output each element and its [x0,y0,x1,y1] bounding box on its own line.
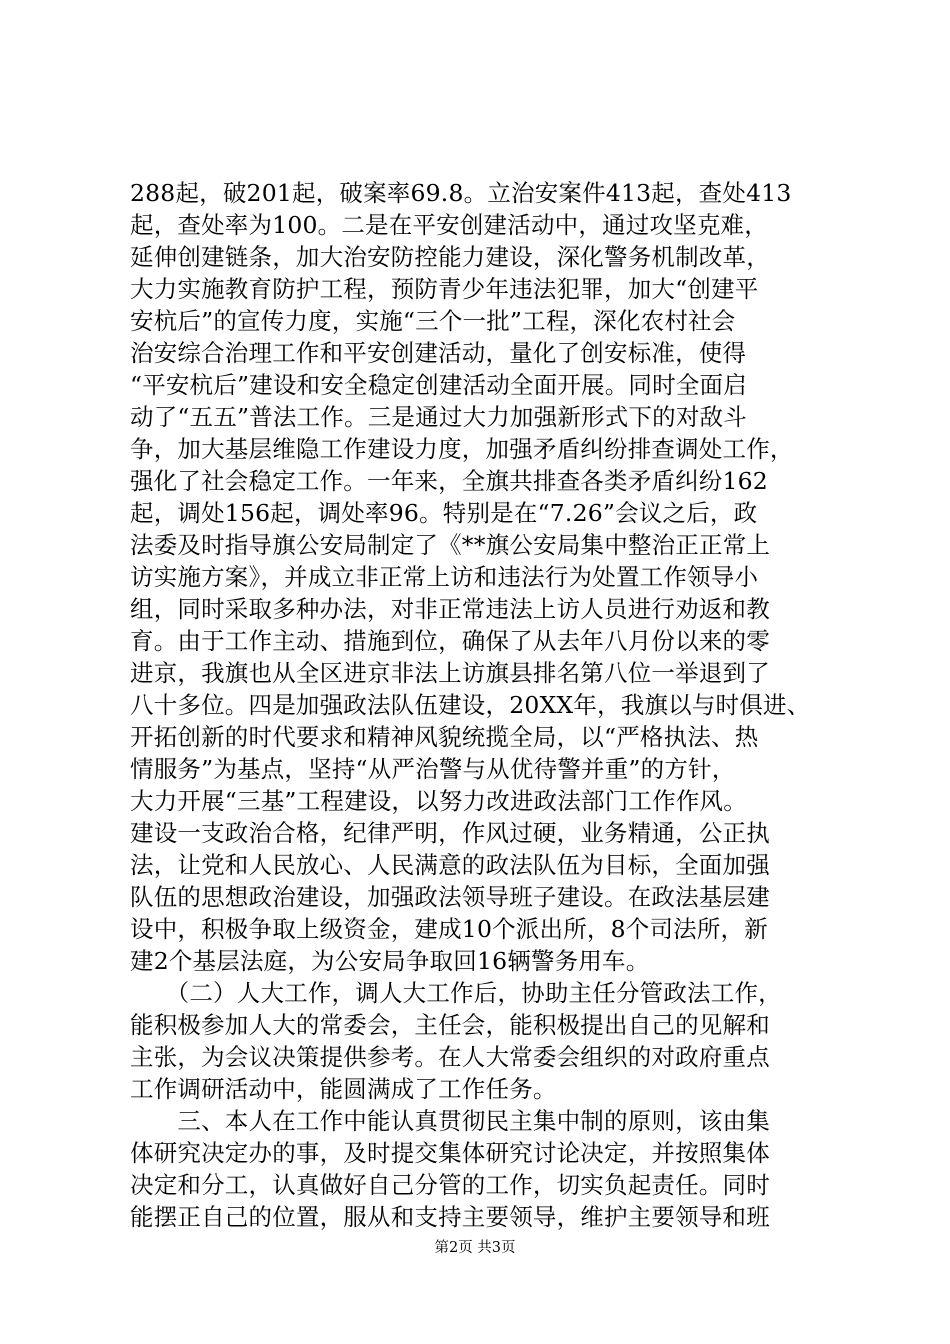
text-line: 大力开展“三基”工程建设，以努力改进政法部门工作作风。 [130,787,747,815]
text-line: 治安综合治理工作和平安创建活动，量化了创安标准，使得 [130,339,747,367]
text-line: 安杭后”的宣传力度，实施“三个一批”工程，深化农村社会 [130,307,736,335]
text-line: 情服务”为基点，坚持“从严治警与从优待警并重”的方针， [130,755,736,783]
text-line: 工作调研活动中，能圆满成了工作任务。 [130,1075,557,1103]
text-line: 决定和分工，认真做好自己分管的工作，切实负起责任。同时 [130,1171,770,1199]
text-line: 主张，为会议决策提供参考。在人大常委会组织的对政府重点 [130,1043,770,1071]
text-line: 动了“五五”普法工作。三是通过大力加强新形式下的对敌斗 [130,403,747,431]
text-line: 能摆正自己的位置，服从和支持主要领导，维护主要领导和班 [130,1203,770,1231]
text-line: 强化了社会稳定工作。一年来，全旗共排查各类矛盾纠纷162 [130,467,768,495]
text-line: 争，加大基层维隐工作建设力度，加强矛盾纠纷排查调处工作， [130,435,794,463]
page-number-footer: 第2页 共3页 [434,1240,516,1256]
text-line: 能积极参加人大的常委会，主任会，能积极提出自己的见解和 [130,1011,770,1039]
text-line: 法委及时指导旗公安局制定了《**旗公安局集中整治正正常上 [130,531,771,559]
text-line: 起，查处率为100。二是在平安创建活动中，通过攻坚克难， [130,211,768,239]
text-line: 三、本人在工作中能认真贯彻民主集中制的原则，该由集 [130,1107,770,1135]
text-line: 队伍的思想政治建设，加强政法领导班子建设。在政法基层建 [130,883,770,911]
text-line: 育。由于工作主动、措施到位，确保了从去年八月份以来的零 [130,627,770,655]
text-line: 建2个基层法庭，为公安局争取回16辆警务用车。 [130,947,650,975]
text-line: 起，调处156起，调处率96。特别是在“7.26”会议之后，政 [130,499,758,527]
text-line: （二）人大工作，调人大工作后，协助主任分管政法工作， [130,979,782,1007]
text-line: 建设一支政治合格，纪律严明，作风过硬，业务精通，公正执 [130,819,770,847]
body-text [130,177,830,1233]
text-line: 进京，我旗也从全区进京非法上访旗县排名第八位一举退到了 [130,659,770,687]
text-line: 八十多位。四是加强政法队伍建设，20XX年，我旗以与时俱进、 [130,691,811,719]
text-line: 体研究决定办的事，及时提交集体研究讨论决定，并按照集体 [130,1139,770,1167]
text-line: “平安杭后”建设和安全稳定创建活动全面开展。同时全面启 [130,371,747,399]
text-line: 288起，破201起，破案率69.8。立治安案件413起，查处413 [130,179,792,207]
text-line: 大力实施教育防护工程，预防青少年违法犯罪，加大“创建平 [130,275,759,303]
text-line: 访实施方案》，并成立非正常上访和违法行为处置工作领导小 [130,563,759,591]
text-line: 法，让党和人民放心、人民满意的政法队伍为目标，全面加强 [130,851,770,879]
text-line: 设中，积极争取上级资金，建成10个派出所，8个司法所，新 [130,915,768,943]
text-line: 开拓创新的时代要求和精神风貌统揽全局，以“严格执法、热 [130,723,759,751]
text-line: 延伸创建链条，加大治安防控能力建设，深化警务机制改革， [130,243,770,271]
text-line: 组，同时采取多种办法，对非正常违法上访人员进行劝返和教 [130,595,770,623]
